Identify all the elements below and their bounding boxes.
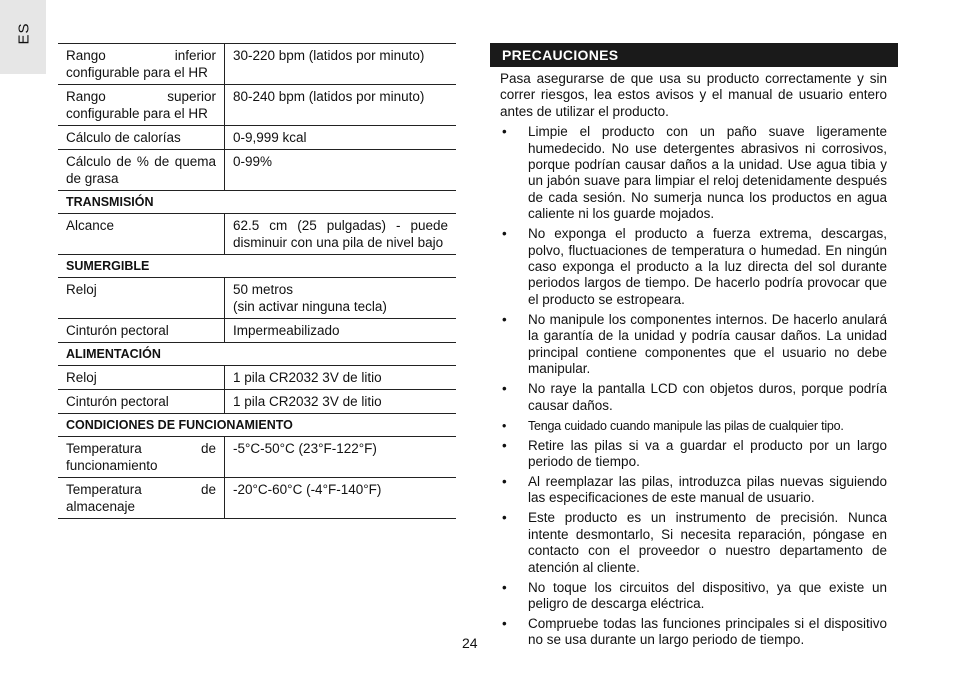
bullet-icon: • (502, 615, 507, 631)
spec-key: Cinturón pectoral (58, 319, 225, 343)
list-item (500, 312, 887, 378)
list-item-text: Este producto es un instrumento de precisión. Nunca intente desmontarlo, Si necesita reparación, póngase en contacto con el proveedor o nuestro departamento de atención al cliente. (528, 510, 887, 575)
list-item-text: Al reemplazar las pilas, introduzca pilas nuevas siguiendo las especificaciones de este manual de usuario. (528, 473, 887, 506)
list-item (500, 226, 887, 308)
precautions-section (500, 71, 887, 652)
spec-key: Reloj (58, 278, 225, 319)
spec-key: Cálculo de % de quema de grasa (58, 150, 225, 191)
table-row (58, 85, 456, 126)
list-item-text: Tenga cuidado cuando manipule las pilas de cualquier tipo. (528, 418, 844, 433)
spec-value: 80-240 bpm (latidos por minuto) (225, 85, 457, 126)
list-item-text: Compruebe todas las funciones principales si el dispositivo no se usa durante un largo periodo de tiempo. (528, 615, 887, 648)
spec-key: Cálculo de calorías (58, 126, 225, 150)
table-row (58, 126, 456, 150)
spec-value: 0-9,999 kcal (225, 126, 457, 150)
table-row (58, 214, 456, 255)
precautions-list (500, 124, 887, 649)
language-tab (0, 0, 46, 74)
list-item (500, 381, 887, 414)
table-row (58, 390, 456, 414)
spec-value: 50 metros (sin activar ninguna tecla) (225, 278, 457, 319)
table-row (58, 319, 456, 343)
table-row (58, 437, 456, 478)
table-row (58, 44, 456, 85)
list-item (500, 580, 887, 613)
list-item-text: Limpie el producto con un paño suave ligeramente humedecido. No use detergentes abrasivos ni corrosivos, porque podrían causar daños a la unidad. Use agua tibia y un jabón suave para limpiar el reloj detenidamente después de cada sesión. No sumerja nunca los productos en agua caliente ni los guarde mojados. (528, 124, 887, 222)
spec-value: 0-99% (225, 150, 457, 191)
spec-value: 62.5 cm (25 pulgadas) - puede disminuir con una pila de nivel bajo (225, 214, 457, 255)
list-item-text: No toque los circuitos del dispositivo, ya que existe un peligro de descarga eléctrica. (528, 579, 887, 611)
list-item-text: Retire las pilas si va a guardar el producto por un largo periodo de tiempo. (528, 437, 887, 469)
spec-key: Reloj (58, 366, 225, 390)
bullet-icon: • (502, 418, 507, 433)
spec-key: Temperatura de funcionamiento (58, 437, 225, 478)
spec-value: 1 pila CR2032 3V de litio (225, 366, 457, 390)
bullet-icon: • (502, 579, 507, 595)
spec-value: -5°C-50°C (23°F-122°F) (225, 437, 457, 478)
list-item (500, 418, 887, 434)
section-title: CONDICIONES DE FUNCIONAMIENTO (58, 414, 456, 437)
spec-key: Rango inferior configurable para el HR (58, 44, 225, 85)
list-item (500, 124, 887, 222)
section-row (58, 343, 456, 366)
list-item-text: No manipule los componentes internos. De hacerlo anulará la garantía de la unidad y podría causar daños. La unidad principal contiene componentes que el usuario no debe manipular. (528, 311, 887, 377)
spec-key: Temperatura de almacenaje (58, 478, 225, 519)
spec-value: 30-220 bpm (latidos por minuto) (225, 44, 457, 85)
list-item-text: No raye la pantalla LCD con objetos duros, porque podría causar daños. (528, 381, 887, 413)
spec-key: Alcance (58, 214, 225, 255)
spec-key: Cinturón pectoral (58, 390, 225, 414)
list-item-text: No exponga el producto a fuerza extrema, descargas, polvo, fluctuaciones de temperatura o humedad. En ningún caso exponga el producto a la luz directa del sol durante periodos largos de tiempo. De hacerlo podría provocar que el producto se estropeara. (528, 226, 887, 307)
section-title: ALIMENTACIÓN (58, 343, 456, 366)
table-row (58, 478, 456, 519)
list-item (500, 474, 887, 507)
precautions-intro: Pasa asegurarse de que usa su producto correctamente y sin correr riesgos, lea estos avisos y el manual de usuario entero antes de utilizar el producto. (500, 71, 887, 119)
section-title: SUMERGIBLE (58, 255, 456, 278)
section-row (58, 191, 456, 214)
page-number: 24 (462, 635, 478, 651)
spec-value: Impermeabilizado (225, 319, 457, 343)
bullet-icon: • (502, 437, 507, 453)
bullet-icon: • (502, 226, 507, 242)
spec-key: Rango superior configurable para el HR (58, 85, 225, 126)
bullet-icon: • (502, 473, 507, 489)
bullet-icon: • (502, 510, 507, 526)
section-row (58, 414, 456, 437)
list-item (500, 510, 887, 576)
table-row (58, 150, 456, 191)
specifications-table (58, 43, 456, 519)
table-row (58, 278, 456, 319)
bullet-icon: • (502, 381, 507, 397)
section-title: TRANSMISIÓN (58, 191, 456, 214)
list-item (500, 616, 887, 649)
spec-value: 1 pila CR2032 3V de litio (225, 390, 457, 414)
precautions-heading: PRECAUCIONES (490, 43, 898, 67)
table-row (58, 366, 456, 390)
bullet-icon: • (502, 311, 507, 327)
section-row (58, 255, 456, 278)
list-item (500, 438, 887, 471)
spec-value: -20°C-60°C (-4°F-140°F) (225, 478, 457, 519)
bullet-icon: • (502, 124, 507, 140)
language-tab-label: ES (15, 22, 33, 45)
